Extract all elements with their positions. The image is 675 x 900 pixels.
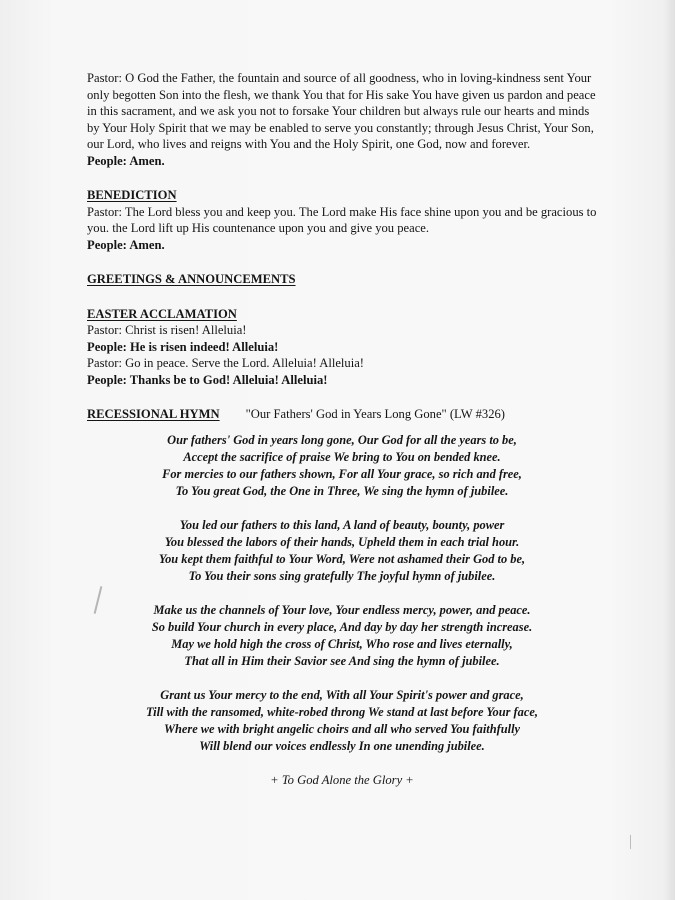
paper-mark (630, 835, 631, 849)
hymn-line: To You their sons sing gratefully The joyful hymn of jubilee. (188, 568, 496, 583)
hymn-line: You blessed the labors of their hands, Upheld them in each trial hour. (164, 534, 520, 549)
hymn-line: Till with the ransomed, white-robed throng We stand at last before Your face, (146, 704, 538, 719)
greetings-heading: GREETINGS & ANNOUNCEMENTS (87, 272, 296, 286)
benediction-response: People: Amen. (87, 237, 165, 252)
easter-heading: EASTER ACCLAMATION (87, 306, 237, 321)
hymn-stanza (87, 517, 597, 585)
hymn-line: So build Your church in every place, And day by day her strength increase. (151, 619, 533, 634)
hymn-line: Accept the sacrifice of praise We bring to You on bended knee. (183, 449, 501, 464)
bulletin-content (87, 70, 597, 788)
easter-line: Pastor: Christ is risen! Alleluia! (87, 323, 247, 337)
recessional-heading: RECESSIONAL HYMN (87, 407, 220, 421)
easter-acclamation-lines (87, 322, 597, 388)
easter-line: Pastor: Go in peace. Serve the Lord. Alleluia! Alleluia! (87, 356, 364, 370)
hymn-line: Where we with bright angelic choirs and all who served You faithfully (163, 721, 521, 736)
hymn-line: Make us the channels of Your love, Your endless mercy, power, and peace. (153, 602, 531, 617)
easter-line: People: He is risen indeed! Alleluia! (87, 339, 279, 354)
hymn-line: For mercies to our fathers shown, For all Your grace, so rich and free, (162, 466, 522, 481)
hymn-line: Grant us Your mercy to the end, With all Your Spirit's power and grace, (160, 687, 524, 702)
hymn-stanza (87, 687, 597, 755)
prayer-text: Pastor: O God the Father, the fountain and source of all goodness, who in loving-kindness sent Your only begotten Son into the flesh, we thank You that for His sake You have given us pardon and peace in this sacrament, and we ask you not to forsake Your children but always rule our hearts and minds by Your Holy Spirit that we may be enabled to serve you constantly; through Jesus Christ, Your Son, our Lord, who lives and reigns with You and the Holy Spirit, one God, now and forever. (87, 71, 596, 151)
recessional-row (87, 406, 597, 423)
hymn-stanza (87, 602, 597, 670)
closing-line: + To God Alone the Glory + (270, 772, 414, 787)
hymn-line: You kept them faithful to Your Word, Were not ashamed their God to be, (158, 551, 526, 566)
benediction-heading: BENEDICTION (87, 188, 177, 202)
page-edge-shadow (663, 0, 675, 900)
prayer-response: People: Amen. (87, 153, 165, 168)
hymn-line: To You great God, the One in Three, We sing the hymn of jubilee. (175, 483, 509, 498)
hymn-line: Will blend our voices endlessly In one unending jubilee. (199, 738, 485, 753)
easter-line: People: Thanks be to God! Alleluia! Alleluia! (87, 372, 328, 387)
benediction-text: Pastor: The Lord bless you and keep you. The Lord make His face shine upon you and be gracious to you. the Lord lift up His countenance upon you and give you peace. (87, 204, 597, 235)
hymn-text (87, 432, 597, 755)
hymn-stanza (87, 432, 597, 500)
hymn-line: You led our fathers to this land, A land of beauty, bounty, power (179, 517, 505, 532)
recessional-title: "Our Fathers' God in Years Long Gone" (LW #326) (245, 407, 505, 421)
hymn-line: Our fathers' God in years long gone, Our God for all the years to be, (167, 432, 517, 447)
hymn-line: That all in Him their Savior see And sing the hymn of jubilee. (184, 653, 500, 668)
hymn-line: May we hold high the cross of Christ, Who rose and lives eternally, (171, 636, 513, 651)
